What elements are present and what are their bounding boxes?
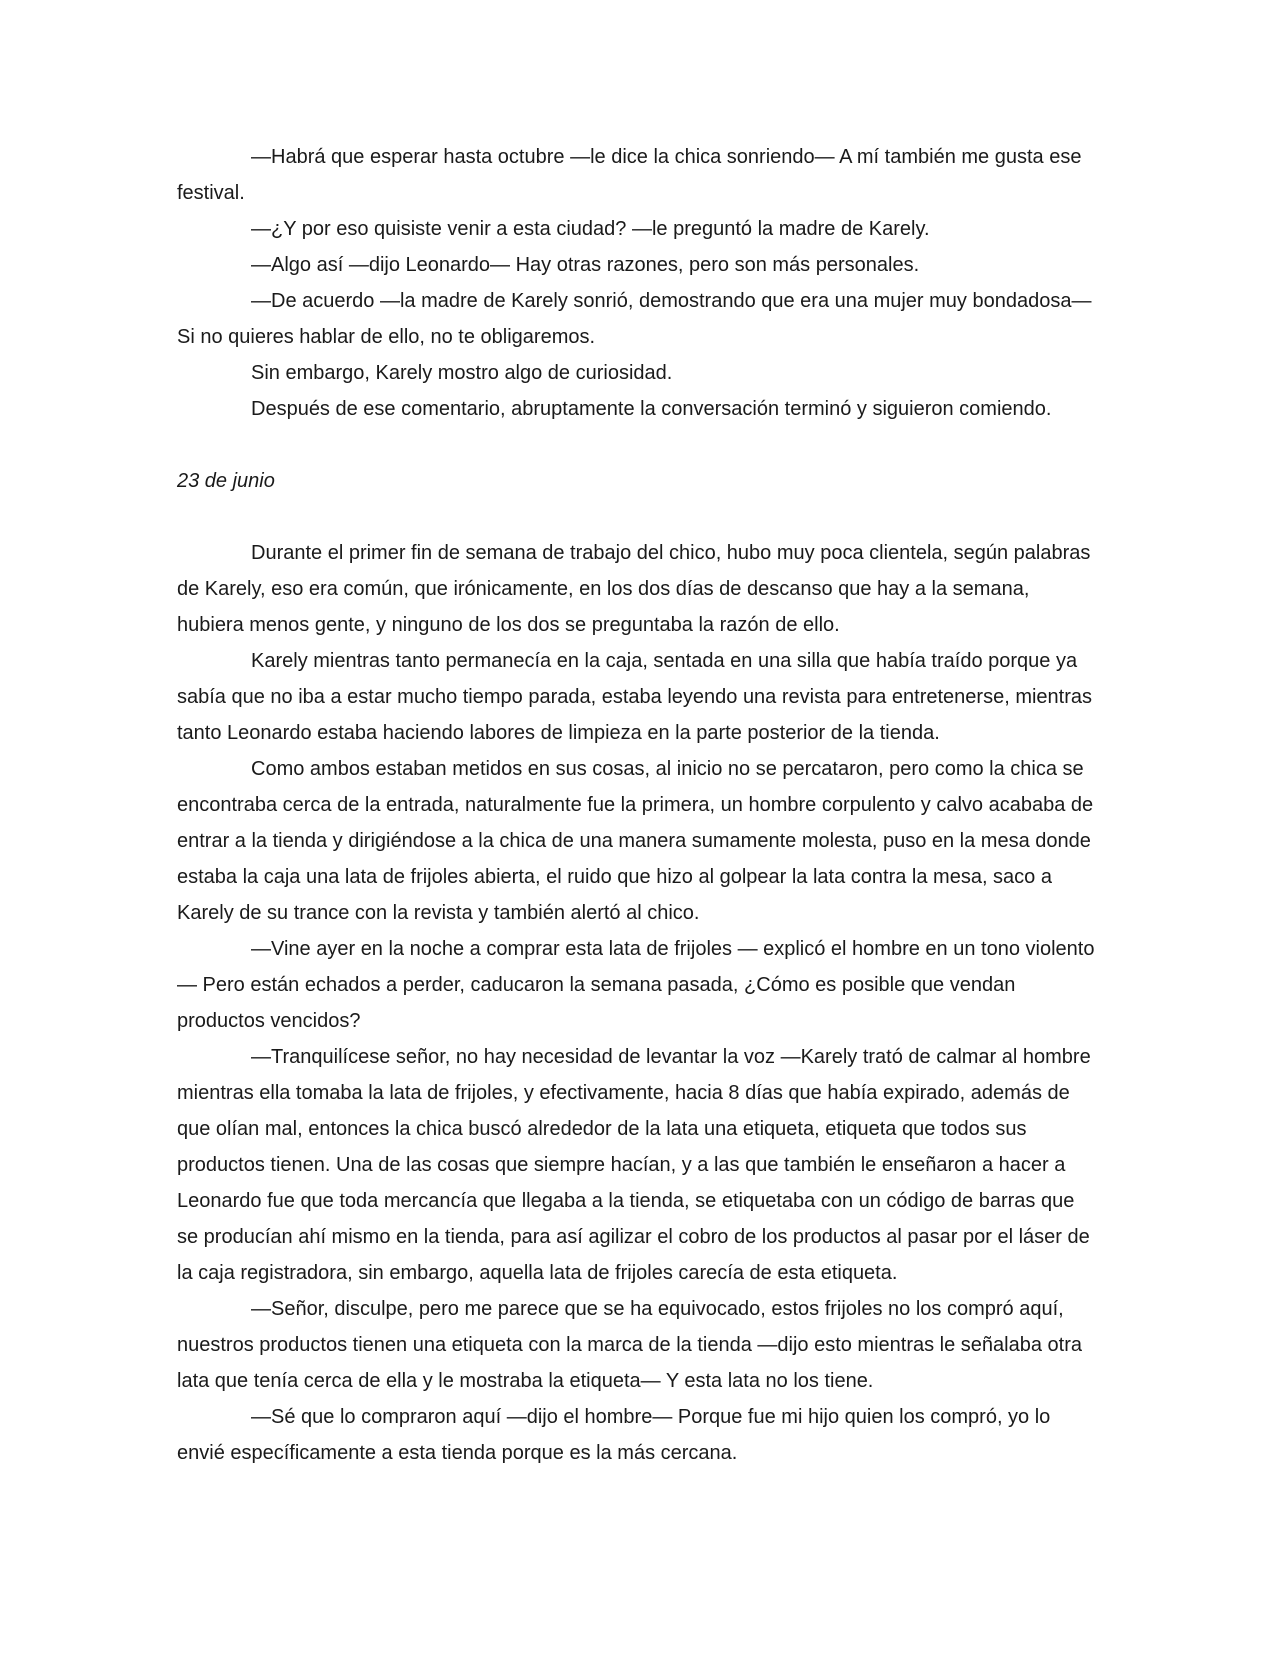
paragraph: —Vine ayer en la noche a comprar esta lata de frijoles — explicó el hombre en un tono violento— Pero están echados a perder, caducaron la semana pasada, ¿Cómo es posible que vendan productos vencidos?: [177, 938, 1095, 1032]
spacer: [177, 499, 1097, 535]
date-heading: 23 de junio: [177, 470, 275, 492]
paragraph: —Señor, disculpe, pero me parece que se ha equivocado, estos frijoles no los compró aquí, nuestros productos tienen una etiqueta con la marca de la tienda —dijo esto mientras le señalaba otra lata que tenía cerca de ella y le mostraba la etiqueta— Y esta lata no los tiene.: [177, 1298, 1082, 1392]
section-dinner-conversation: [177, 139, 1097, 427]
paragraph: Sin embargo, Karely mostro algo de curiosidad.: [251, 362, 673, 384]
section-store-incident: [177, 535, 1097, 1471]
paragraph: Como ambos estaban metidos en sus cosas, al inicio no se percataron, pero como la chica se encontraba cerca de la entrada, naturalmente fue la primera, un hombre corpulento y calvo acababa de entrar a la tienda y dirigiéndose a la chica de una manera sumamente molesta, puso en la mesa donde estaba la caja una lata de frijoles abierta, el ruido que hizo al golpear la lata contra la mesa, saco a Karely de su trance con la revista y también alertó al chico.: [177, 758, 1094, 924]
paragraph: —Tranquilícese señor, no hay necesidad de levantar la voz —Karely trató de calmar al hombre mientras ella tomaba la lata de frijoles, y efectivamente, hacia 8 días que había expirado, además de que olían mal, entonces la chica buscó alrededor de la lata una etiqueta, etiqueta que todos sus productos tienen. Una de las cosas que siempre hacían, y a las que también le enseñaron a hacer a Leonardo fue que toda mercancía que llegaba a la tienda, se etiquetaba con un código de barras que se producían ahí mismo en la tienda, para así agilizar el cobro de los productos al pasar por el láser de la caja registradora, sin embargo, aquella lata de frijoles carecía de esta etiqueta.: [177, 1046, 1091, 1284]
paragraph: Después de ese comentario, abruptamente la conversación terminó y siguieron comiendo.: [251, 398, 1052, 420]
paragraph: —Algo así —dijo Leonardo— Hay otras razones, pero son más personales.: [251, 254, 920, 276]
paragraph: —Habrá que esperar hasta octubre —le dice la chica sonriendo— A mí también me gusta ese festival.: [177, 146, 1082, 204]
paragraph: —Sé que lo compraron aquí —dijo el hombre— Porque fue mi hijo quien los compró, yo lo envié específicamente a esta tienda porque es la más cercana.: [177, 1406, 1051, 1464]
spacer: [177, 427, 1097, 463]
paragraph: Durante el primer fin de semana de trabajo del chico, hubo muy poca clientela, según palabras de Karely, eso era común, que irónicamente, en los dos días de descanso que hay a la semana, hubiera menos gente, y ninguno de los dos se preguntaba la razón de ello.: [177, 542, 1091, 636]
document-body: [177, 139, 1097, 1471]
paragraph: —De acuerdo —la madre de Karely sonrió, demostrando que era una mujer muy bondadosa— Si no quieres hablar de ello, no te obligaremos.: [177, 290, 1092, 348]
paragraph: Karely mientras tanto permanecía en la caja, sentada en una silla que había traído porque ya sabía que no iba a estar mucho tiempo parada, estaba leyendo una revista para entretenerse, mientras tanto Leonardo estaba haciendo labores de limpieza en la parte posterior de la tienda.: [177, 650, 1093, 744]
paragraph: —¿Y por eso quisiste venir a esta ciudad? —le preguntó la madre de Karely.: [251, 218, 930, 240]
